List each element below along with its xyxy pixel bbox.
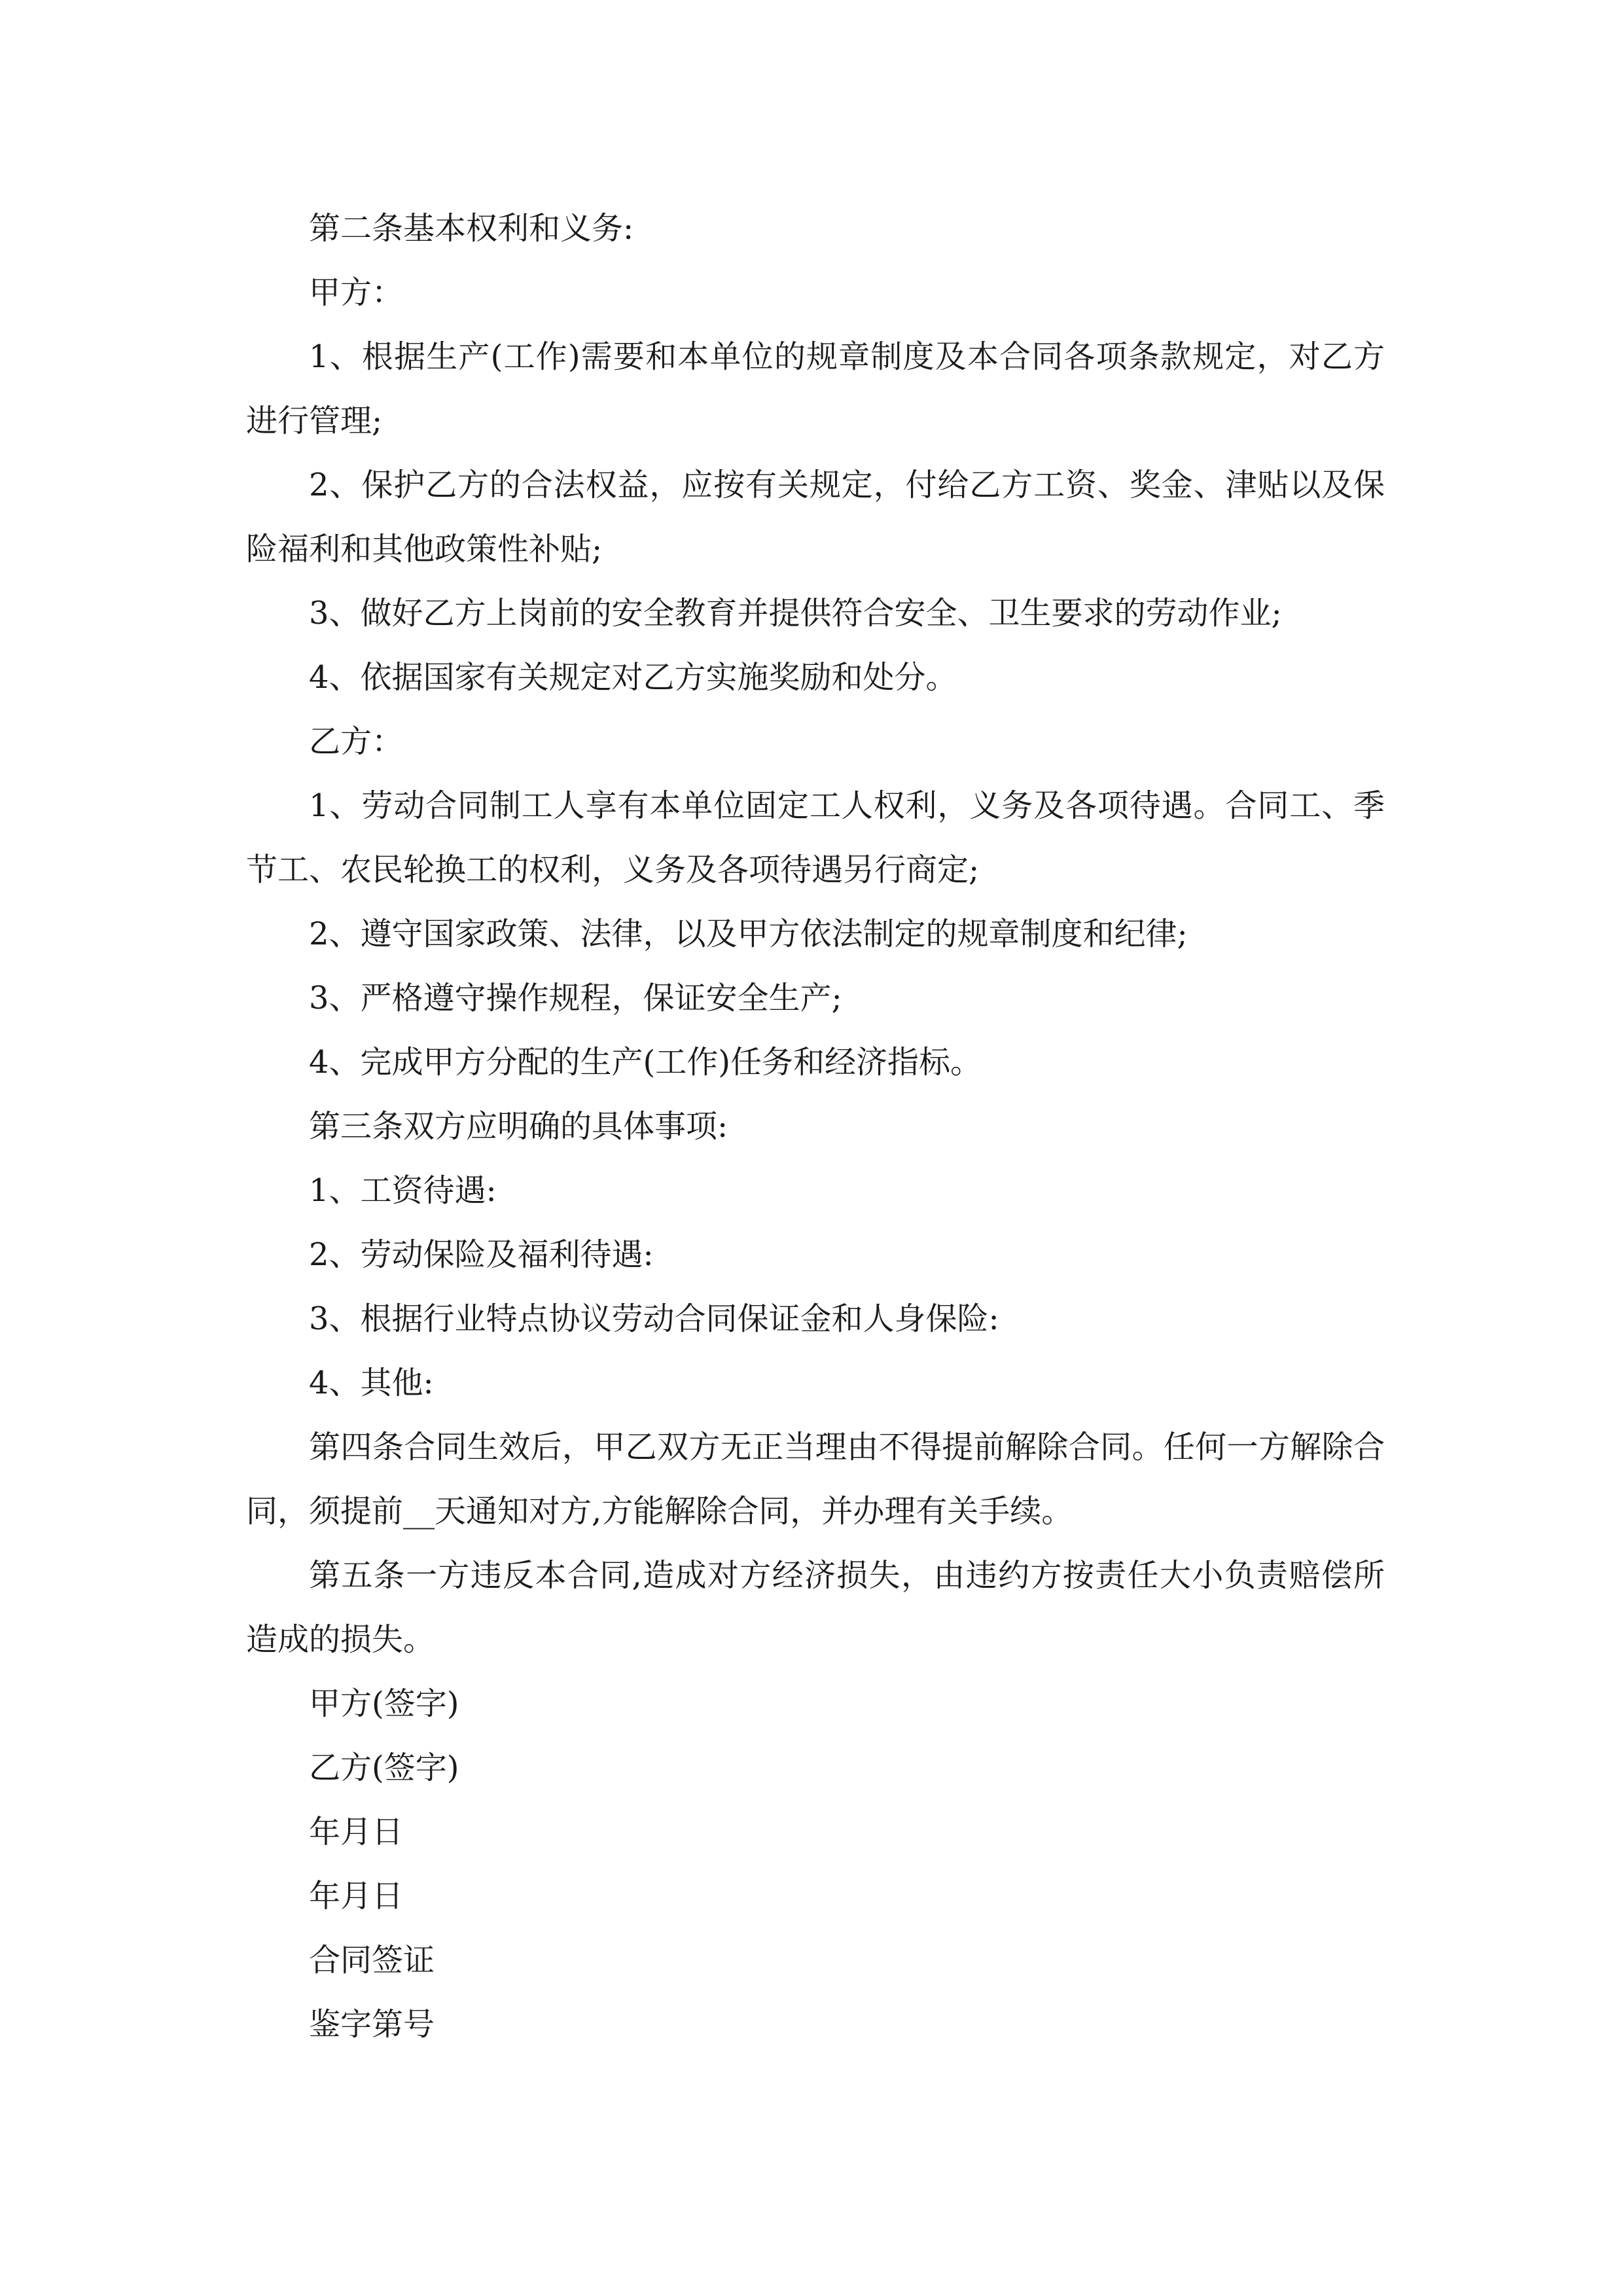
article-3-item-3: 3、根据行业特点协议劳动合同保证金和人身保险:: [309, 1300, 999, 1337]
article-3-item-1: 1、工资待遇:: [309, 1172, 497, 1209]
party-b-item-1: 1、劳动合同制工人享有本单位固定工人权利，义务及各项待遇。合同工、季节工、农民轮换工的权利，义务及各项待遇另行商定;: [246, 787, 1385, 888]
document-body: [246, 196, 1385, 2056]
party-a-item-1: 1、根据生产(工作)需要和本单位的规章制度及本合同各项条款规定，对乙方进行管理;: [246, 338, 1385, 439]
article-4: 第四条合同生效后，甲乙双方无正当理由不得提前解除合同。任何一方解除合同，须提前__天通知对方,方能解除合同，并办理有关手续。: [246, 1429, 1385, 1530]
article-5: 第五条一方违反本合同,造成对方经济损失，由违约方按责任大小负责赔偿所造成的损失。: [246, 1557, 1385, 1658]
date-line-2: 年月日: [309, 1878, 404, 1914]
article-2-heading: 第二条基本权利和义务:: [309, 210, 634, 247]
certification-number: 鉴字第号: [309, 2006, 435, 2043]
party-b-signature: 乙方(签字): [309, 1749, 459, 1786]
party-a-item-4: 4、依据国家有关规定对乙方实施奖励和处分。: [309, 659, 957, 696]
article-3-heading: 第三条双方应明确的具体事项:: [309, 1108, 728, 1145]
contract-certification: 合同签证: [309, 1942, 435, 1979]
party-a-heading: 甲方：: [309, 274, 404, 311]
party-b-heading: 乙方：: [309, 723, 404, 760]
article-3-item-4: 4、其他:: [309, 1365, 434, 1401]
article-3-item-2: 2、劳动保险及福利待遇:: [309, 1236, 654, 1273]
party-a-item-3: 3、做好乙方上岗前的安全教育并提供符合安全、卫生要求的劳动作业;: [309, 595, 1282, 632]
party-b-item-3: 3、严格遵守操作规程，保证安全生产;: [309, 980, 842, 1016]
party-b-item-4: 4、完成甲方分配的生产(工作)任务和经济指标。: [309, 1044, 982, 1081]
party-b-item-2: 2、遵守国家政策、法律，以及甲方依法制定的规章制度和纪律;: [309, 916, 1188, 952]
date-line-1: 年月日: [309, 1814, 404, 1850]
party-a-signature: 甲方(签字): [309, 1685, 459, 1722]
party-a-item-2: 2、保护乙方的合法权益，应按有关规定，付给乙方工资、奖金、津贴以及保险福利和其他政策性补贴;: [246, 467, 1385, 567]
